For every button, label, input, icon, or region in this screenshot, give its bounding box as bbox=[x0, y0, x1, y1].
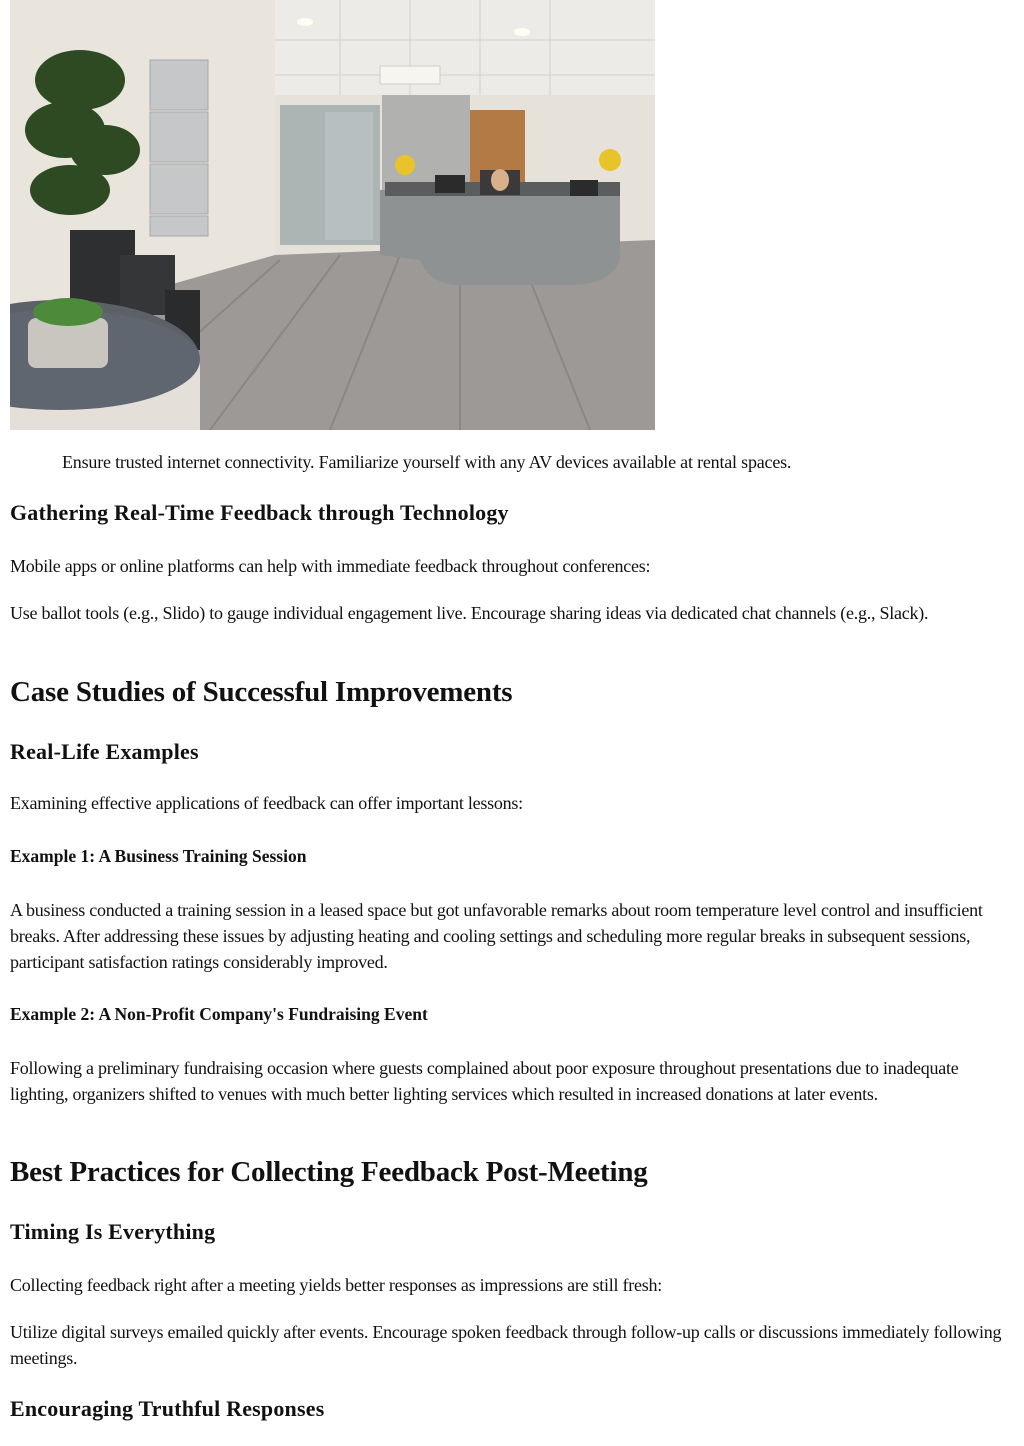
heading-case-studies: Case Studies of Successful Improvements bbox=[10, 676, 513, 708]
heading-best-practices: Best Practices for Collecting Feedback Post-Meeting bbox=[10, 1156, 648, 1188]
connectivity-note: Ensure trusted internet connectivity. Familiarize yourself with any AV devices available at rental spaces. bbox=[62, 452, 792, 472]
heading-gathering-feedback: Gathering Real-Time Feedback through Technology bbox=[10, 500, 509, 525]
paragraph-collecting: Collecting feedback right after a meeting yields better responses as impressions are still fresh: bbox=[10, 1275, 663, 1295]
paragraph-ballot-tools: Use ballot tools (e.g., Slido) to gauge individual engagement live. Encourage sharing ideas via dedicated chat channels (e.g., Slack). bbox=[10, 603, 929, 623]
paragraph-examining: Examining effective applications of feedback can offer important lessons: bbox=[10, 793, 523, 813]
heading-example-1: Example 1: A Business Training Session bbox=[10, 846, 307, 866]
heading-real-life-examples: Real-Life Examples bbox=[10, 739, 199, 764]
paragraph-example-2: Following a preliminary fundraising occasion where guests complained about poor exposure throughout presentations due to inadequate lighting, organizers shifted to venues with much better lighting services which resulted in increased donations at later events. bbox=[10, 1058, 959, 1104]
paragraph-utilize: Utilize digital surveys emailed quickly after events. Encourage spoken feedback through follow-up calls or discussions immediately following meetings. bbox=[10, 1322, 1002, 1368]
office-reception-photo bbox=[10, 0, 655, 430]
paragraph-example-1: A business conducted a training session in a leased space but got unfavorable remarks about room temperature level control and insufficient breaks. After addressing these issues by adjusting heating and cooling settings and scheduling more regular breaks in subsequent sessions, participant satisfaction ratings considerably improved. bbox=[10, 900, 983, 972]
heading-truthful-responses: Encouraging Truthful Responses bbox=[10, 1396, 325, 1421]
heading-timing: Timing Is Everything bbox=[10, 1219, 216, 1244]
paragraph-mobile-apps: Mobile apps or online platforms can help with immediate feedback throughout conferences: bbox=[10, 556, 651, 576]
heading-example-2: Example 2: A Non-Profit Company's Fundraising Event bbox=[10, 1004, 428, 1024]
